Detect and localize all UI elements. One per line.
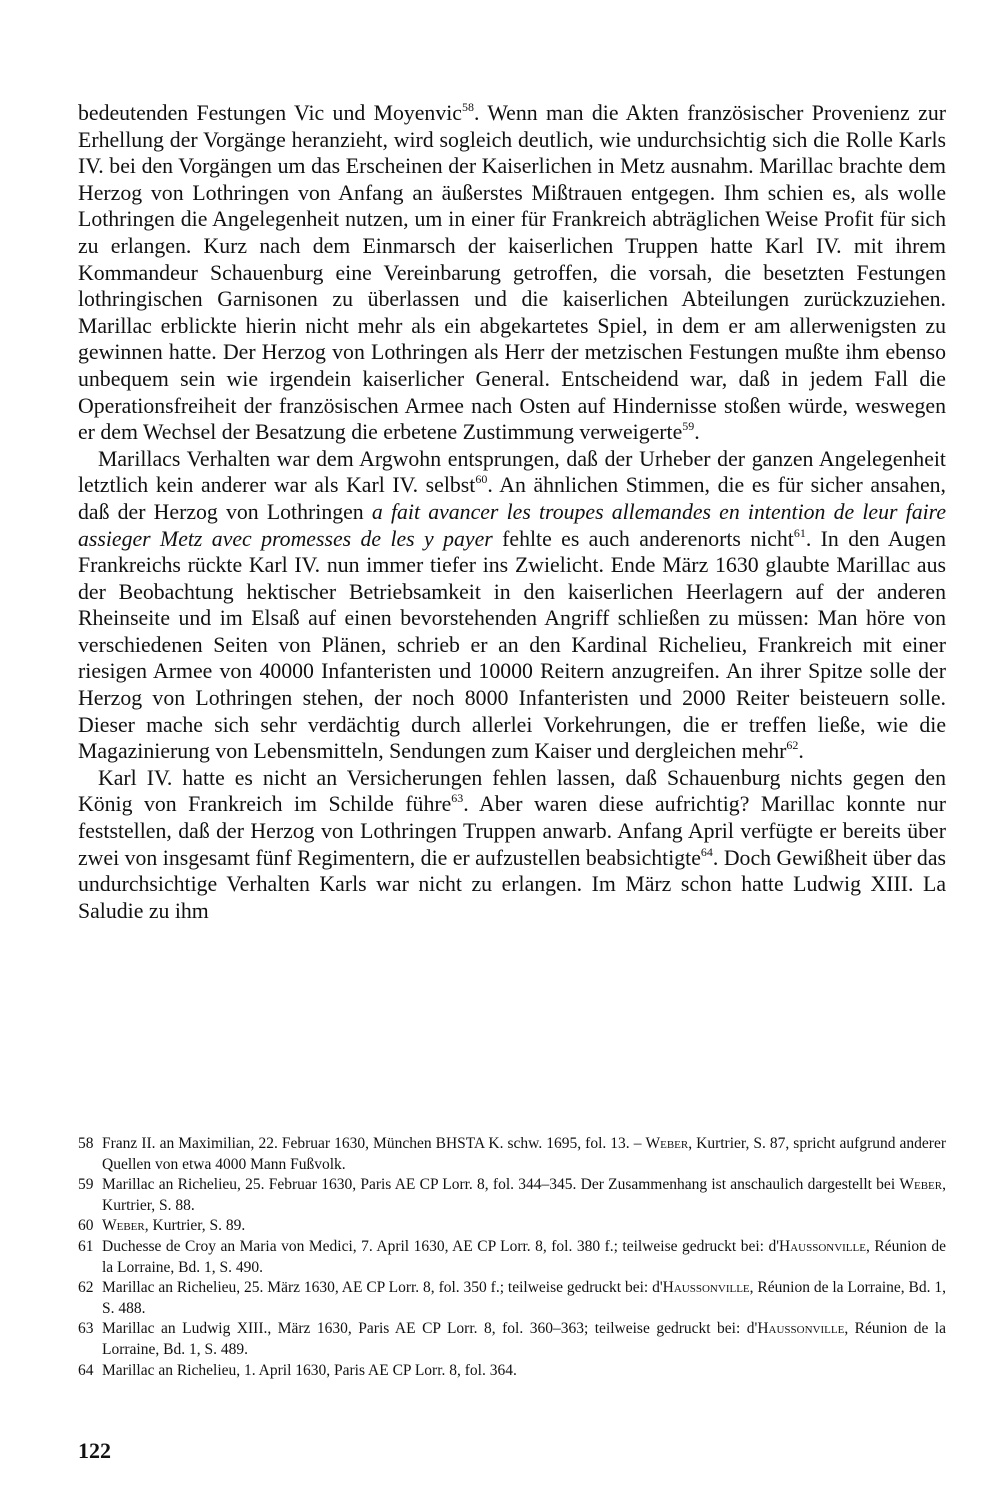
footnote-number: 58 [78,1135,94,1152]
footnote-61 [78,1237,946,1278]
footnote-text [102,1361,946,1382]
footnote-number: 60 [78,1217,94,1235]
text-run: Marillac an Richelieu, 1. April 1630, Paris AE CP Lorr. 8, fol. 364. [102,1361,517,1379]
footnote-text [102,1237,946,1278]
footnote-ref: 58 [461,100,474,115]
text-run: Marillac an Ludwig XIII., März 1630, Paris AE CP Lorr. 8, fol. 360–363; teilweise gedruckt bei: d' [102,1320,758,1338]
text-run: Marillacs Verhalten war dem Argwohn entsprungen, daß der Urheber der ganzen Angelegenheit letztlich kein anderer war als Karl IV. selbst [78,446,946,498]
text-run: . In den Augen Frankreichs rückte Karl IV. nun immer tiefer ins Zwielicht. Ende März 1630 glaubte Marillac aus der Beobachtung hektischer Betriebsamkeit in den kaiserlichen Heerlagern auf der anderen Rheinseite und im Elsaß auf einen bevorstehenden Angriff schließen zu müssen: Man höre von verschiedenen Seiten von Plänen, schrieb er an den Kardinal Richelieu, Frankreich mit einer riesigen Armee von 40000 Infanteristen und 10000 Reitern anzugreifen. An ihrer Spitze solle der Herzog von Lothringen stehen, der noch 8000 Infanteristen und 2000 Reiter beisteuern solle. Dieser mache sich sehr verdächtig durch allerlei Vorkehrungen, die er treffen ließe, wie die Magazinierung von Lebensmitteln, Sendungen zum Kaiser und dergleichen mehr [78,526,946,764]
text-run: Franz II. an Maximilian, 22. Februar 1630, München BHSTA K. schw. 1695, fol. 13. – [102,1135,646,1152]
author-name: Haussonville [779,1237,866,1255]
footnote-63 [78,1319,946,1360]
footnote-ref: 62 [786,738,799,753]
italic-quote: a fait avancer les troupes allemandes en intention de leur faire assieger Metz avec promesses de les y payer [78,499,946,551]
text-run: . Wenn man die Akten französischer Provenienz zur Erhellung der Vorgänge heranzieht, wird sogleich deutlich, wie undurchsichtig sich die Rolle Karls IV. bei den Vorgängen um das Erscheinen der Kaiserlichen in Metz ausnahm. Marillac brachte dem Herzog von Lothringen von Anfang an äußerstes Mißtrauen entgegen. Ihm schien es, als wolle Lothringen die Angelegenheit nutzen, um in einer für Frankreich abträglichen Weise Profit für sich zu erlangen. Kurz nach dem Einmarsch der kaiserlichen Truppen hatte Karl IV. mit ihrem Kommandeur Schauenburg eine Vereinbarung getroffen, die vorsah, die besetzten Festungen lothringischen Garnisonen zu überlassen und die kaiserlichen Abteilungen zurückzuziehen. Marillac erblickte hierin nicht mehr als ein abgekartetes Spiel, in dem er am allerwenigsten zu gewinnen hatte. Der Herzog von Lothringen als Herr der metzischen Festungen mußte ihm ebenso unbequem sein wie irgendein kaiserlicher General. Entscheidend war, daß in jedem Fall die Operationsfreiheit der französischen Armee nach Osten auf Hindernisse stoßen würde, weswegen er dem Wechsel der Besatzung die erbetene Zustimmung verweigerte [78,101,947,445]
author-name: Haussonville [662,1279,750,1297]
footnote-text [102,1216,946,1237]
text-run: . [798,739,804,764]
paragraph-2 [78,446,946,765]
author-name: Haussonville [757,1320,845,1338]
author-name: Weber [102,1217,145,1235]
text-run: Duchesse de Croy an Maria von Medici, 7. April 1630, AE CP Lorr. 8, fol. 380 f.; teilweise gedruckt bei: d' [102,1237,779,1255]
text-run: Marillac an Richelieu, 25. Februar 1630, Paris AE CP Lorr. 8, fol. 344–345. Der Zusammenhang ist anschaulich dargestellt bei [102,1176,900,1194]
footnote-number: 62 [78,1279,94,1297]
text-run: Karl IV. hatte es nicht an Versicherungen fehlen lassen, daß Schauenburg nichts gegen den König von Frankreich im Schilde führe [78,765,946,817]
paragraph-1 [78,100,946,446]
footnote-number: 64 [78,1361,94,1379]
footnote-text [102,1134,946,1175]
paragraph-3 [78,765,946,925]
text-run: . Aber waren diese aufrichtig? Marillac konnte nur feststellen, daß der Herzog von Lothringen Truppen anwarb. Anfang April verfügte er bereits über zwei von insgesamt fünf Regimentern, die er aufzustellen beabsichtigte [78,792,946,870]
main-text [78,100,946,924]
footnote-59 [78,1175,946,1216]
text-run: . Doch Gewißheit über das undurchsichtige Verhalten Karls war nicht zu erlangen. Im März schon hatte Ludwig XIII. La Saludie zu ihm [78,845,946,923]
footnotes [78,1134,946,1381]
text-run: bedeutenden Festungen Vic und Moyenvic [78,101,462,125]
footnote-58 [78,1134,946,1175]
author-name: Weber [899,1176,943,1194]
text-run: fehlte es auch anderenorts nicht [492,526,794,551]
text-run: , Kurtrier, S. 88. [102,1176,946,1214]
footnote-number: 59 [78,1176,94,1194]
text-run: , Réunion de la Lorraine, Bd. 1, S. 488. [102,1279,946,1317]
text-run: . An ähnlichen Stimmen, die es für sicher ansahen, daß der Herzog von Lothringen [78,473,946,524]
text-run: , Kurtrier, S. 89. [144,1217,246,1235]
text-run: . [694,420,700,445]
author-name: Weber [645,1135,689,1152]
footnote-ref: 61 [793,525,806,540]
text-run: , Réunion de la Lorraine, Bd. 1, S. 490. [102,1237,946,1276]
footnote-ref: 59 [682,419,695,434]
footnote-ref: 64 [700,844,713,859]
text-run: , Kurtrier, S. 87, spricht aufgrund anderer Quellen von etwa 4000 Mann Fußvolk. [102,1135,946,1173]
footnote-62 [78,1278,946,1319]
footnote-number: 61 [78,1237,94,1255]
footnote-number: 63 [78,1320,94,1338]
footnote-ref: 63 [451,791,464,806]
footnote-text [102,1319,946,1360]
footnote-64 [78,1361,946,1382]
text-run: Marillac an Richelieu, 25. März 1630, AE CP Lorr. 8, fol. 350 f.; teilweise gedruckt bei: d' [102,1279,663,1297]
text-run: , Réunion de la Lorraine, Bd. 1, S. 489. [102,1320,946,1358]
footnote-text [102,1175,946,1216]
footnote-ref: 60 [475,472,488,487]
footnote-60 [78,1216,946,1237]
footnote-text [102,1278,946,1319]
page-number: 122 [78,1438,111,1463]
